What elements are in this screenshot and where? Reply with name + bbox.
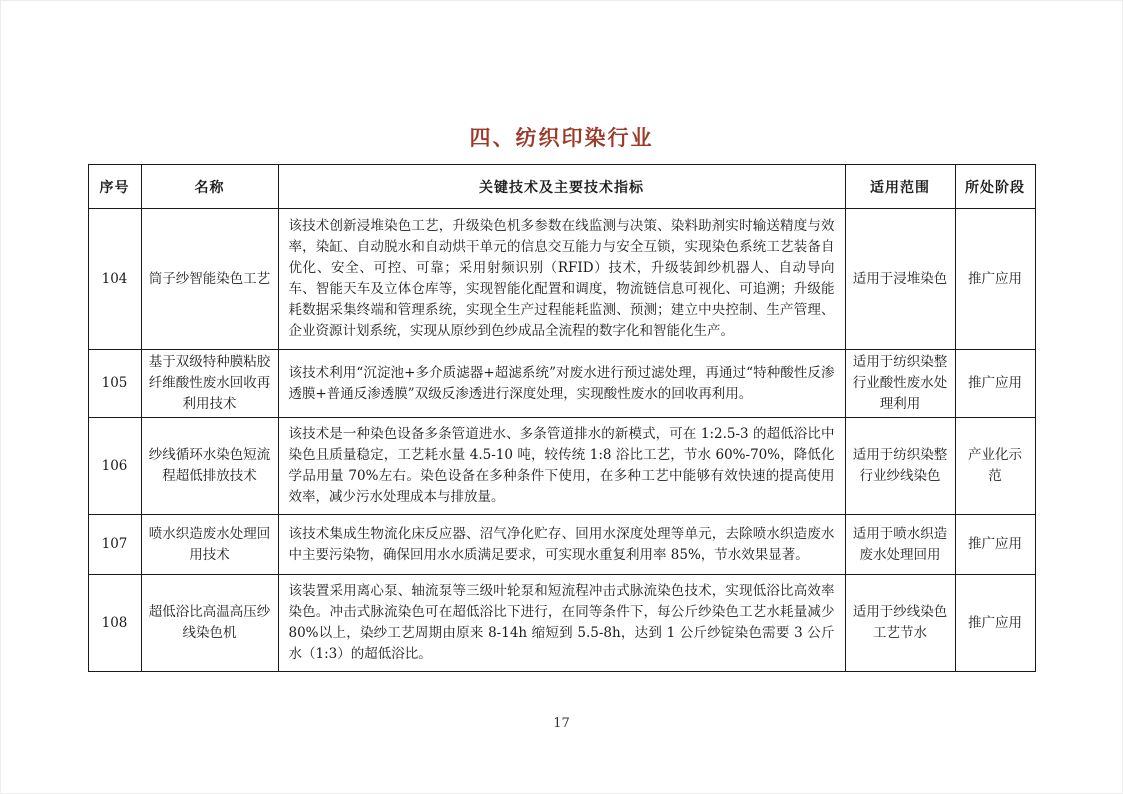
row-seq: 108 — [88, 575, 141, 672]
row-scope: 适用于纱线染色工艺节水 — [845, 575, 955, 672]
row-seq: 105 — [88, 350, 141, 418]
row-scope: 适用于喷水织造废水处理回用 — [845, 515, 955, 575]
header-scope: 适用范围 — [845, 165, 955, 209]
row-stage: 推广应用 — [955, 515, 1035, 575]
page-title: 四、纺织印染行业 — [469, 126, 654, 150]
table-row — [88, 350, 1035, 418]
header-stage: 所处阶段 — [955, 165, 1035, 209]
header-seq: 序号 — [88, 165, 141, 209]
table-row — [88, 515, 1035, 575]
row-scope: 适用于纺织染整行业纱线染色 — [845, 418, 955, 515]
row-stage: 推广应用 — [955, 575, 1035, 672]
row-tech-description: 该技术集成生物流化床反应器、沼气净化贮存、回用水深度处理等单元，去除喷水织造废水中主要污染物，确保回用水水质满足要求，可实现水重复利用率 85%，节水效果显著。 — [278, 515, 845, 575]
row-scope: 适用于纺织染整行业酸性废水处理利用 — [845, 350, 955, 418]
row-stage: 推广应用 — [955, 350, 1035, 418]
row-tech-description: 该技术利用“沉淀池+多介质滤器+超滤系统”对废水进行预过滤处理，再通过“特种酸性反渗透膜+普通反渗透膜”双级反渗透进行深度处理，实现酸性废水的回收再利用。 — [278, 350, 845, 418]
row-scope: 适用于浸堆染色 — [845, 209, 955, 350]
row-name: 筒子纱智能染色工艺 — [141, 209, 278, 350]
table-row — [88, 418, 1035, 515]
table-header-row — [88, 165, 1035, 209]
table-row — [88, 575, 1035, 672]
header-tech: 关键技术及主要技术指标 — [278, 165, 845, 209]
row-stage: 产业化示范 — [955, 418, 1035, 515]
table-row — [88, 209, 1035, 350]
row-name: 基于双级特种膜粘胶纤维酸性废水回收再利用技术 — [141, 350, 278, 418]
row-tech-description: 该技术是一种染色设备多条管道进水、多条管道排水的新模式，可在 1:2.5-3 的超低浴比中染色且质量稳定，工艺耗水量 4.5-10 吨，较传统 1:8 浴比工艺，节水 60%-70%，降低化学品用量 70%左右。染色设备在多种条件下使用，在多种工艺中能够有效快速的提高使用效率，减少污水处理成本与排放量。 — [278, 418, 845, 515]
row-tech-description: 该技术创新浸堆染色工艺，升级染色机多参数在线监测与决策、染料助剂实时输送精度与效率，染缸、自动脱水和自动烘干单元的信息交互能力与安全互锁，实现染色系统工艺装备自优化、安全、可控、可靠；采用射频识别（RFID）技术，升级装卸纱机器人、自动导向车、智能天车及立体仓库等，实现智能化配置和调度，物流链信息可视化、可追溯；升级能耗数据采集终端和管理系统，实现全生产过程能耗监测、预测；建立中央控制、生产管理、企业资源计划系统，实现从原纱到色纱成品全流程的数字化和智能化生产。 — [278, 209, 845, 350]
row-name: 超低浴比高温高压纱线染色机 — [141, 575, 278, 672]
row-stage: 推广应用 — [955, 209, 1035, 350]
row-seq: 106 — [88, 418, 141, 515]
row-tech-description: 该装置采用离心泵、轴流泵等三级叶轮泵和短流程冲击式脉流染色技术，实现低浴比高效率染色。冲击式脉流染色可在超低浴比下进行，在同等条件下，每公斤纱染色工艺水耗量减少 80%以上，染纱工艺周期由原来 8-14h 缩短到 5.5-8h，达到 1 公斤纱锭染色需要 3 公斤水（1:3）的超低浴比。 — [278, 575, 845, 672]
row-name: 纱线循环水染色短流程超低排放技术 — [141, 418, 278, 515]
row-seq: 107 — [88, 515, 141, 575]
header-name: 名称 — [141, 165, 278, 209]
technology-table — [88, 164, 1036, 672]
page-number: 17 — [553, 716, 570, 731]
row-seq: 104 — [88, 209, 141, 350]
row-name: 喷水织造废水处理回用技术 — [141, 515, 278, 575]
